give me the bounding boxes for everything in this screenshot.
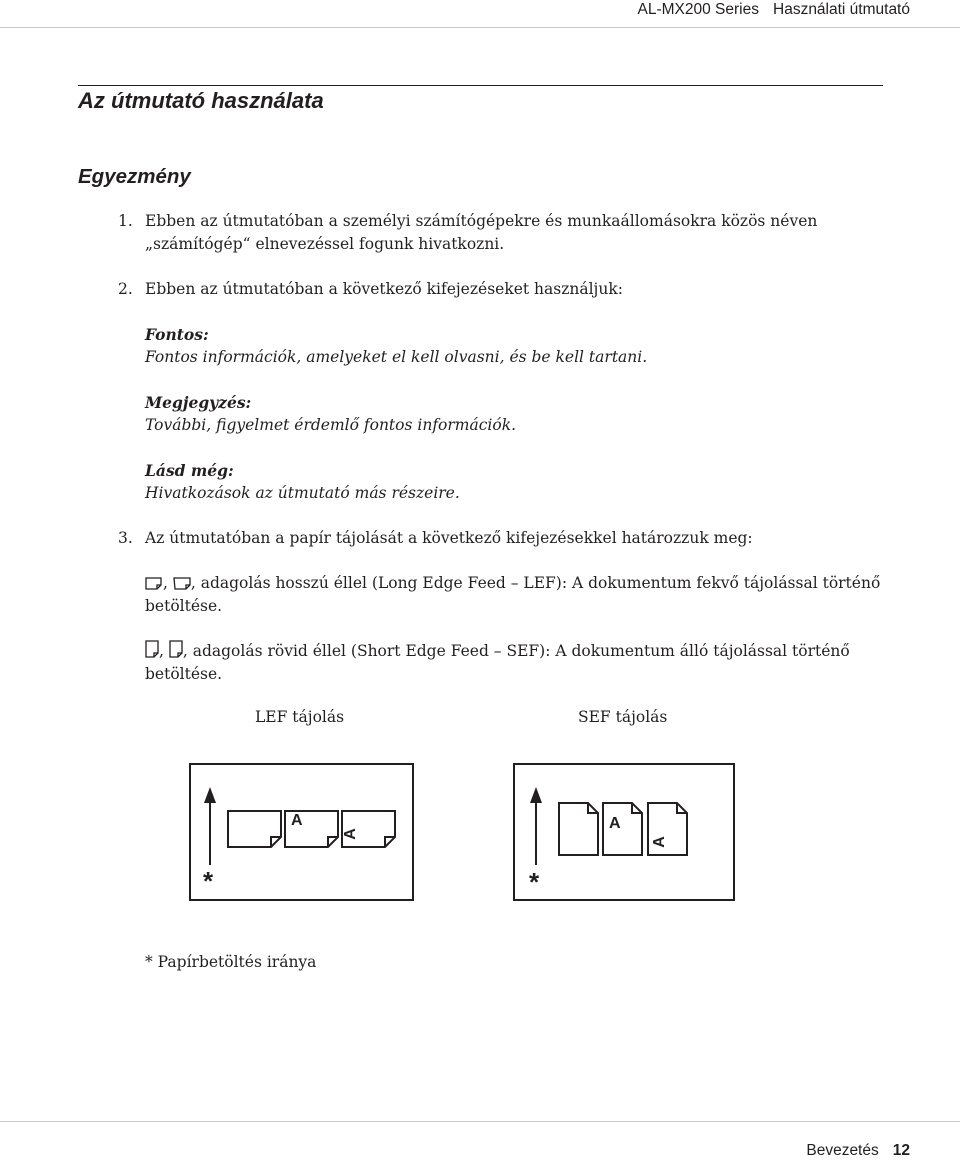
item-1-line-2: „számítógép“ elnevezéssel fogunk hivatkozni.	[145, 235, 505, 253]
lef-landscape-rotated-icon	[173, 574, 191, 597]
lef-direction-mark: *	[203, 866, 214, 896]
sef-sheet-letter: A	[609, 815, 621, 832]
sef-text: , adagolás rövid éllel (Short Edge Feed – SEF): A dokumentum álló tájolással történő	[182, 642, 850, 660]
lef-sheet-letter: A	[291, 812, 303, 829]
lef-text-line-2: betöltése.	[145, 597, 223, 615]
page-footer	[806, 1142, 910, 1160]
feed-direction-arrow	[530, 787, 542, 865]
term-seealso-desc: Hivatkozások az útmutató más részeire.	[145, 484, 460, 502]
sef-portrait-icon	[145, 640, 159, 665]
sef-portrait-rotated-icon	[169, 640, 183, 665]
term-seealso-label: Lásd még:	[145, 461, 234, 480]
lef-diagram	[189, 763, 414, 901]
term-important-label: Fontos:	[145, 325, 209, 344]
term-note-desc: További, figyelmet érdemlő fontos információk.	[145, 416, 517, 434]
term-important-desc: Fontos információk, amelyeket el kell olvasni, és be kell tartani.	[145, 348, 648, 366]
section-title: Egyezmény	[78, 165, 191, 188]
item-2-text: Ebben az útmutatóban a következő kifejezéseket használjuk:	[145, 280, 623, 298]
sef-orientation-label: SEF tájolás	[578, 708, 668, 726]
sef-diagram	[513, 763, 735, 901]
item-1-line-1: Ebben az útmutatóban a személyi számítógépekre és munkaállomásokra közös néven	[145, 212, 818, 230]
lef-landscape-icon	[145, 574, 163, 597]
lef-description: , , adagolás hosszú éllel (Long Edge Feed – LEF): A dokumentum fekvő tájolással történő	[145, 572, 880, 597]
item-1-number: 1.	[118, 212, 133, 230]
header-divider	[0, 27, 960, 28]
sef-description: , , adagolás rövid éllel (Short Edge Feed – SEF): A dokumentum álló tájolással történő	[145, 640, 850, 665]
lef-text: , adagolás hosszú éllel (Long Edge Feed – LEF): A dokumentum fekvő tájolással történő	[190, 574, 881, 592]
lef-sheet-blank	[228, 811, 281, 847]
sef-sheet-letter-rotated: A	[650, 836, 668, 848]
page-header	[0, 0, 960, 28]
footer-divider	[0, 1121, 960, 1122]
lef-orientation-label: LEF tájolás	[255, 708, 345, 726]
page-number: 12	[892, 1142, 910, 1159]
lef-sheet-letter-rotated: A	[341, 828, 359, 840]
header-doc-title: Használati útmutató	[773, 1, 910, 18]
sef-sheet-blank	[559, 803, 598, 855]
page-title: Az útmutató használata	[78, 88, 324, 113]
term-note-label: Megjegyzés:	[145, 393, 252, 412]
sef-direction-mark: *	[529, 867, 540, 897]
item-3-text: Az útmutatóban a papír tájolását a következő kifejezésekkel határozzuk meg:	[145, 529, 753, 547]
item-2-number: 2.	[118, 280, 133, 298]
title-rule	[78, 85, 883, 86]
item-3-number: 3.	[118, 529, 133, 547]
header-text	[638, 1, 910, 19]
footer-chapter: Bevezetés	[806, 1142, 879, 1159]
sef-text-line-2: betöltése.	[145, 665, 223, 683]
feed-direction-arrow	[204, 787, 216, 865]
header-product: AL-MX200 Series	[637, 1, 759, 18]
diagram-footnote: * Papírbetöltés iránya	[145, 953, 317, 971]
